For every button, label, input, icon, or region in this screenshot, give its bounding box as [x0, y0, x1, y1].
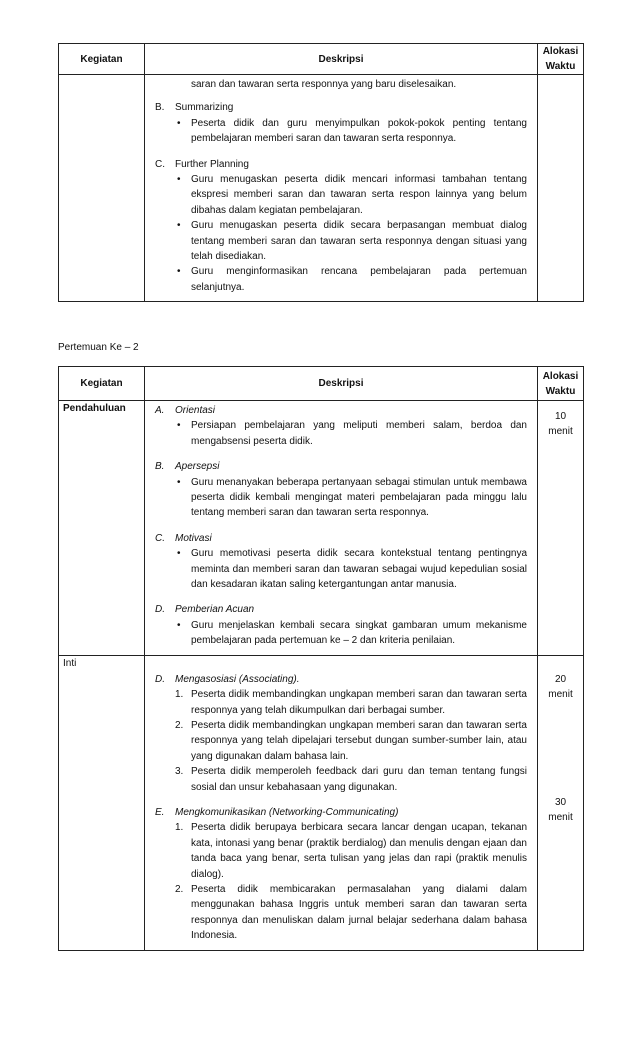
list-item: 1. Peserta didik berupaya berbicara secara lancar dengan ucapan, tekanan kata, intonasi yang benar (praktik berdialog) dan menulis dengan ejaan dan tanda baca yang benar, serta tulisan yang jelas dan rapi (praktik menulis dialog).: [175, 822, 527, 880]
section-pemberian-acuan: D. Pemberian Acuan • Guru menjelaskan kembali secara singkat gambaran umum mekanisme pembelajaran pada pertemuan ke – 2 dan kriteria penilaian.: [155, 602, 527, 648]
description-cell: [145, 655, 538, 950]
section-title: Mengasosiasi (Associating).: [175, 673, 300, 685]
kegiatan-pendahuluan: Pendahuluan: [59, 401, 145, 656]
section-mengkomunikasikan: E. Mengkomunikasikan (Networking-Communicating) 1. Peserta didik berupaya berbicara secara lancar dengan ucapan, tekanan kata, intonasi yang benar (praktik berdialog) dan menulis dengan ejaan dan tanda baca yang benar, serta tulisan yang jelas dan rapi (praktik menulis dialog). 2. Peserta didik membicarakan permasalahan yang dialami dalam menggunakan bahasa Inggris untuk memberi saran dan tawaran serta responnya dan menuliskan dalam jurnal belajar sederhana dalam bahasa Indonesia.: [155, 805, 527, 944]
section-mengasosiasi: D. Mengasosiasi (Associating). 1. Peserta didik membandingkan ungkapan memberi saran dan tawaran serta responnya yang telah dikumpulkan dari berbagai sumber. 2. Peserta didik membandingkan ungkapan memberi saran dan tawaran serta responnya yang telah dipelajari tersebut dungan sumber-sumber lain, atau yang digunakan dalam bahasa lain. 3. Peserta didik memperoleh feedback dari guru dan teman tentang fungsi sosial dan unsur kebahasaan yang digunakan.: [155, 672, 527, 795]
alokasi-inti: 20 menit 30 menit: [538, 655, 584, 950]
section-title: Pemberian Acuan: [175, 604, 255, 616]
section-apersepsi: B. Apersepsi • Guru menanyakan beberapa pertanyaan sebagai stimulan untuk membawa peserta didik kembali mengingat materi pembelajaran pada minggu lalu tentang memberi saran dan tawaran serta responnya.: [155, 459, 527, 521]
list-item: • Guru menugaskan peserta didik mencari informasi tambahan tentang ekspresi memberi saran dan tawaran serta respon lainnya yang belum dibahas dalam kegiatan pembelajaran.: [175, 172, 527, 218]
list-item: 3. Peserta didik memperoleh feedback dari guru dan teman tentang fungsi sosial dan unsur kebahasaan yang digunakan.: [175, 766, 527, 793]
section-title: Apersepsi: [175, 461, 220, 473]
section-orientasi: A. Orientasi • Persiapan pembelajaran yang meliputi memberi salam, berdoa dan mengabsensi peserta didik.: [155, 403, 527, 449]
continuation-text: saran dan tawaran serta responnya yang baru diselesaikan.: [191, 79, 457, 90]
section-summarizing: B. Summarizing • Peserta didik dan guru menyimpulkan pokok-pokok penting tentang pembelajaran memberi saran dan tawaran serta responnya.: [155, 100, 527, 146]
section-motivasi: C. Motivasi • Guru memotivasi peserta didik secara kontekstual tentang pentingnya meminta dan memberi saran dan tawaran sebagai wujud kepedulian sosial dan kesadaran ikatan saling ketergantungan antar manusia.: [155, 531, 527, 593]
alokasi-pendahuluan: 10 menit: [538, 401, 584, 656]
header-kegiatan: Kegiatan: [59, 44, 145, 75]
description-cell: [145, 401, 538, 656]
section-title: Orientasi: [175, 405, 216, 416]
section-further-planning: C. Further Planning • Guru menugaskan peserta didik mencari informasi tambahan tentang ekspresi memberi saran dan tawaran serta respon lainnya yang belum dibahas dalam kegiatan pembelajaran. • Guru menugaskan peserta didik secara berpasangan membuat dialog tentang memberi saran dan tawaran serta responnya dengan situasi yang telah disediakan. • Guru menginformasikan rencana pembelajaran pada pertemuan selanjutnya.: [155, 157, 527, 296]
list-item: • Persiapan pembelajaran yang meliputi memberi salam, berdoa dan mengabsensi peserta didik.: [175, 418, 527, 449]
list-item: • Guru menanyakan beberapa pertanyaan sebagai stimulan untuk membawa peserta didik kembali mengingat materi pembelajaran pada minggu lalu tentang memberi saran dan tawaran serta responnya.: [175, 475, 527, 521]
table-pertemuan-2: [58, 366, 584, 951]
list-item: 2. Peserta didik membandingkan ungkapan memberi saran dan tawaran serta responnya yang telah dipelajari tersebut dungan sumber-sumber lain, atau yang digunakan dalam bahasa lain.: [175, 719, 527, 762]
description-cell: [145, 75, 538, 302]
kegiatan-inti: Inti: [59, 655, 145, 950]
list-item: • Guru memotivasi peserta didik secara kontekstual tentang pentingnya meminta dan memberi saran dan tawaran sebagai wujud kepedulian sosial dan kesadaran ikatan saling ketergantungan antar manusia.: [175, 546, 527, 592]
header-kegiatan: Kegiatan: [59, 367, 145, 401]
list-item: 2. Peserta didik membicarakan permasalahan yang dialami dalam menggunakan bahasa Inggris untuk memberi saran dan tawaran serta responnya dan menuliskan dalam jurnal belajar sederhana dalam bahasa Indonesia.: [175, 883, 527, 942]
list-item: • Guru menugaskan peserta didik secara berpasangan membuat dialog tentang memberi saran dan tawaran serta responnya dengan situasi yang telah disediakan.: [175, 218, 527, 264]
table-continuation: [58, 43, 584, 302]
list-item: • Guru menjelaskan kembali secara singkat gambaran umum mekanisme pembelajaran pada pertemuan ke – 2 dan kriteria penilaian.: [175, 618, 527, 649]
alokasi-cell-empty: [538, 75, 584, 302]
header-deskripsi: Deskripsi: [145, 44, 538, 75]
section-title: Summarizing: [175, 102, 234, 114]
header-alokasi: Alokasi Waktu: [538, 44, 584, 75]
kegiatan-cell-empty: [59, 75, 145, 302]
list-item: 1. Peserta didik membandingkan ungkapan memberi saran dan tawaran serta responnya yang telah dikumpulkan dari berbagai sumber.: [175, 689, 527, 716]
section-title: Further Planning: [175, 158, 249, 170]
header-alokasi: Alokasi Waktu: [538, 367, 584, 401]
header-deskripsi: Deskripsi: [145, 367, 538, 401]
list-item: • Guru menginformasikan rencana pembelajaran pada pertemuan selanjutnya.: [175, 264, 527, 295]
list-item: • Peserta didik dan guru menyimpulkan pokok-pokok penting tentang pembelajaran memberi saran dan tawaran serta responnya.: [175, 116, 527, 147]
section-title: Mengkomunikasikan (Networking-Communicating): [175, 806, 399, 818]
section-title: Motivasi: [175, 532, 212, 544]
pertemuan-label: Pertemuan Ke – 2: [58, 342, 139, 353]
